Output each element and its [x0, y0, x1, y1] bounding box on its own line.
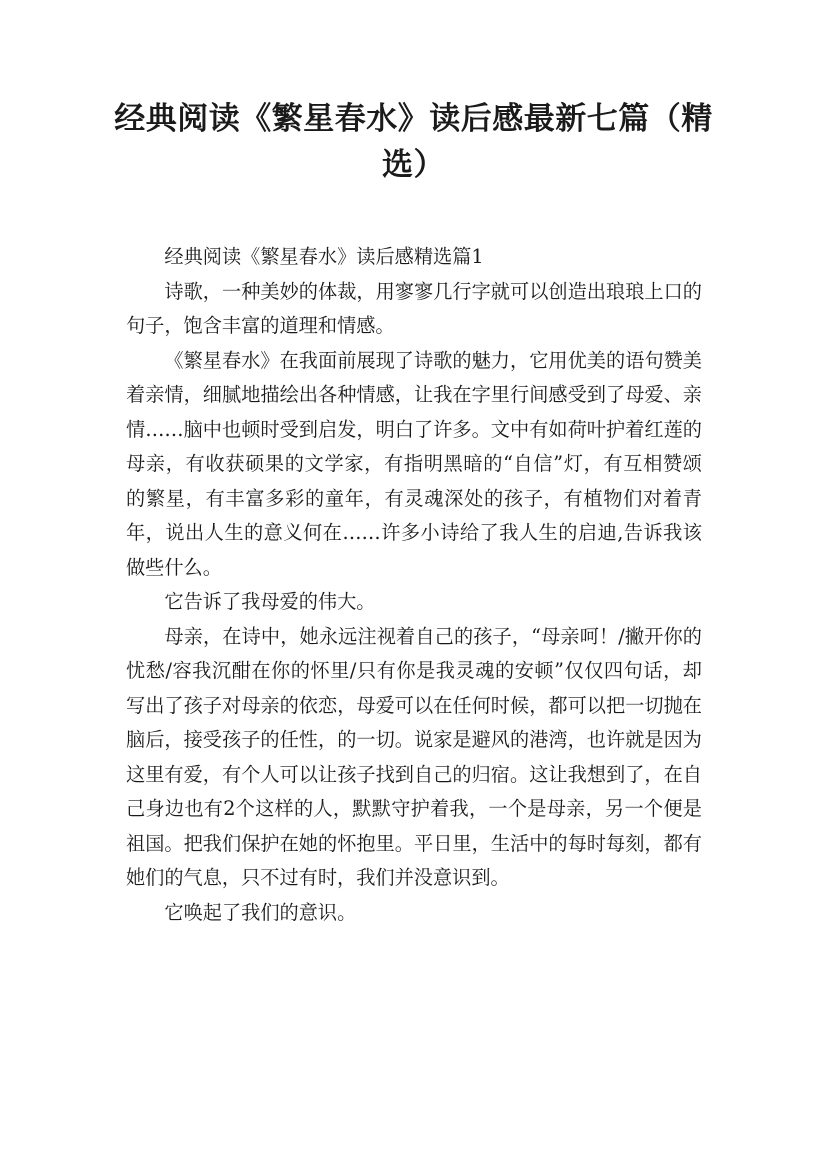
document-title: 经典阅读《繁星春水》读后感最新七篇（精选） — [114, 101, 713, 183]
document-body — [126, 240, 702, 930]
body-paragraph: 母亲，在诗中，她永远注视着自己的孩子，“母亲呵！/撇开你的忧愁/容我沉酣在你的怀里/只有你是我灵魂的安顿”仅仅四句话，却写出了孩子对母亲的依恋，母爱可以在任何时候，都可以把一切抛在脑后，接受孩子的任性，的一切。说家是避风的港湾，也许就是因为这里有爱，有个人可以让孩子找到自己的归宿。这让我想到了，在自己身边也有2个这样的人，默默守护着我，一个是母亲，另一个便是祖国。把我们保护在她的怀抱里。平日里，生活中的每时每刻，都有她们的气息，只不过有时，我们并没意识到。 — [126, 624, 702, 889]
body-paragraph: 它告诉了我母爱的伟大。 — [164, 590, 376, 613]
body-paragraph: 《繁星春水》在我面前展现了诗歌的魅力，它用优美的语句赞美着亲情，细腻地描绘出各种情感，让我在字里行间感受到了母爱、亲情……脑中也顿时受到启发，明白了许多。文中有如荷叶护着红莲的母亲，有收获硕果的文学家，有指明黑暗的“自信”灯，有互相赞颂的繁星，有丰富多彩的童年，有灵魂深处的孩子，有植物们对着青年，说出人生的意义何在……许多小诗给了我人生的启迪,告诉我该做些什么。 — [126, 348, 702, 579]
body-paragraph: 它唤起了我们的意识。 — [164, 900, 357, 924]
body-paragraph: 诗歌，一种美妙的体裁，用寥寥几行字就可以创造出琅琅上口的句子，饱含丰富的道理和情感。 — [126, 279, 702, 337]
section-heading: 经典阅读《繁星春水》读后感精选篇1 — [164, 245, 484, 268]
